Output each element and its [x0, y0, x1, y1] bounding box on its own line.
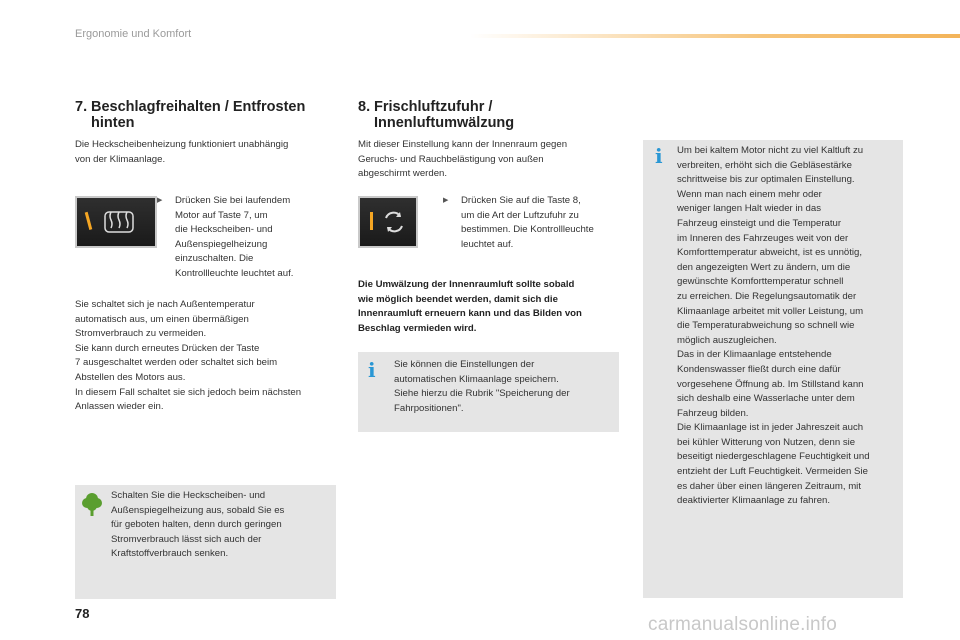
recirculation-icon [360, 198, 416, 246]
page-header-title: Ergonomie und Komfort [75, 28, 192, 40]
section-8-step [443, 194, 616, 252]
info-box-climate [643, 140, 903, 598]
info-line: Um bei kaltem Motor nicht zu viel Kaltluft zu [677, 145, 864, 156]
info-line: es daher über einen längeren Zeitraum, mit [677, 480, 861, 492]
eco-line: Kraftstoffverbrauch senken. [111, 548, 229, 560]
step-line: Außenspiegelheizung [175, 238, 268, 250]
info-line: sich deshalb eine Wasserlache unter dem [677, 393, 855, 405]
info-line: deaktivierter Klimaanlage zu fahren. [677, 495, 831, 507]
step-arrow-icon: ▶ [157, 197, 163, 204]
section-8-warning [358, 278, 620, 336]
info-line: automatischen Klimaanlage speichern. [394, 373, 559, 385]
step-line: um die Art der Luftzufuhr zu [461, 209, 579, 221]
step-line: Kontrollleuchte leuchtet auf. [175, 267, 294, 279]
recirculation-button-image [358, 196, 418, 248]
info-line: Siehe hierzu die Rubrik "Speicherung der [394, 388, 570, 400]
eco-tip-text [111, 489, 326, 562]
step-line: die Heckscheiben- und [175, 224, 273, 236]
info-line: den angezeigten Wert zu ändern, um die [677, 261, 851, 273]
intro-line: Geruchs- und Rauchbelästigung von außen [358, 153, 544, 165]
info-line: im Inneren des Fahrzeuges weit von der [677, 232, 849, 244]
section-8-intro [358, 138, 618, 182]
info-line: weniger langen Halt wieder in das [677, 203, 821, 215]
section-7-step [157, 194, 335, 282]
info-line: Klimaanlage arbeitet mit voller Leistung, um [677, 305, 864, 317]
info-line: die Temperaturabweichung so schnell wie [677, 320, 855, 332]
section-7-title-line1: Beschlagfreihalten / Entfrosten [91, 99, 306, 115]
info-line: vorgesehene Öffnung ab. Im Stillstand kann [677, 378, 864, 390]
info-box-settings-text [394, 358, 609, 416]
eco-line: Außenspiegelheizung aus, sobald Sie es [111, 504, 285, 516]
info-icon: i [655, 144, 663, 168]
rear-defrost-icon [77, 198, 155, 246]
warning-line: Innenraumluft erneuern kann und das Bilden von [358, 308, 582, 320]
body-line: 7 ausgeschaltet werden oder schaltet sich beim [75, 357, 278, 369]
section-8-title-line1: Frischluftzufuhr / [374, 99, 493, 115]
info-line: bei kühler Witterung von Nutzen, denn sie [677, 436, 856, 448]
step-line: einzuschalten. Die [175, 253, 254, 265]
info-box-settings [358, 352, 619, 432]
page-number: 78 [75, 606, 90, 621]
rear-defrost-button-image [75, 196, 157, 248]
warning-line: Beschlag vermieden wird. [358, 322, 477, 334]
step-line: Drücken Sie bei laufendem [175, 195, 291, 206]
step-line: Motor auf Taste 7, um [175, 209, 268, 221]
info-line: Fahrpositionen". [394, 402, 464, 414]
step-line: bestimmen. Die Kontrollleuchte [461, 224, 594, 236]
body-line: Abstellen des Motors aus. [75, 371, 186, 383]
intro-line: von der Klimaanlage. [75, 153, 166, 165]
eco-line: Schalten Sie die Heckscheiben- und [111, 490, 266, 501]
info-line: verbreiten, erhöht sich die Gebläsestärke [677, 159, 852, 171]
body-line: Sie kann durch erneutes Drücken der Taste [75, 342, 260, 354]
info-line: Kondenswasser fließt durch eine dafür [677, 363, 841, 375]
info-line: Fahrzeug einsteigt und die Temperatur [677, 217, 842, 229]
info-line: entzieht der Luft Feuchtigkeit. Vermeiden Sie [677, 466, 868, 478]
section-8-title-line2: Innenluftumwälzung [374, 115, 515, 131]
section-7-title [75, 99, 345, 131]
body-line: Anlassen wieder ein. [75, 401, 164, 413]
section-7-intro [75, 138, 345, 167]
step-arrow-icon: ▶ [443, 197, 449, 204]
body-line: Stromverbrauch zu vermeiden. [75, 328, 207, 340]
warning-line: wie möglich beendet werden, damit sich die [358, 293, 558, 305]
section-7-number: 7. [75, 99, 88, 115]
info-box-climate-text [677, 144, 899, 509]
info-line: Sie können die Einstellungen der [394, 359, 535, 370]
intro-line: abgeschirmt werden. [358, 168, 448, 180]
info-line: Fahrzeug bilden. [677, 407, 749, 419]
body-line: In diesem Fall schaltet sie sich jedoch beim nächsten [75, 386, 302, 398]
warning-line: Die Umwälzung der Innenraumluft sollte sobald [358, 279, 575, 290]
step-line: Drücken Sie auf die Taste 8, [461, 195, 581, 206]
info-line: zu erreichen. Die Regelungsautomatik der [677, 290, 857, 302]
info-line: Die Klimaanlage ist in jeder Jahreszeit auch [677, 422, 864, 434]
eco-line: Stromverbrauch lässt sich auch der [111, 533, 262, 545]
section-7-title-line2: hinten [91, 115, 135, 131]
header-rule [470, 34, 960, 38]
eco-tip-box [75, 485, 336, 599]
info-line: gewünschte Komforttemperatur schnell [677, 276, 844, 288]
body-line: Sie schaltet sich je nach Außentemperatur [75, 299, 255, 310]
info-line: beseitigt niedergeschlagene Feuchtigkeit und [677, 451, 870, 463]
info-line: Das in der Klimaanlage entstehende [677, 349, 832, 361]
intro-line: Die Heckscheibenheizung funktioniert unabhängig [75, 139, 289, 150]
eco-tree-icon [81, 491, 103, 517]
body-line: automatisch aus, um einen übermäßigen [75, 313, 249, 325]
watermark: carmanualsonline.info [648, 614, 838, 635]
info-line: Komforttemperatur abweicht, ist es unnötig, [677, 247, 863, 259]
info-line: Wenn man nach einem mehr oder [677, 188, 822, 200]
section-8-number: 8. [358, 99, 371, 115]
info-line: schrittweise bis zur optimalen Einstellung. [677, 174, 855, 186]
intro-line: Mit dieser Einstellung kann der Innenraum gegen [358, 139, 568, 150]
section-8-title [358, 99, 628, 131]
info-icon: i [368, 358, 376, 382]
section-7-body [75, 298, 345, 415]
step-line: leuchtet auf. [461, 238, 514, 250]
info-line: möglich auszugleichen. [677, 334, 777, 346]
eco-line: für geboten halten, denn durch geringen [111, 519, 282, 531]
